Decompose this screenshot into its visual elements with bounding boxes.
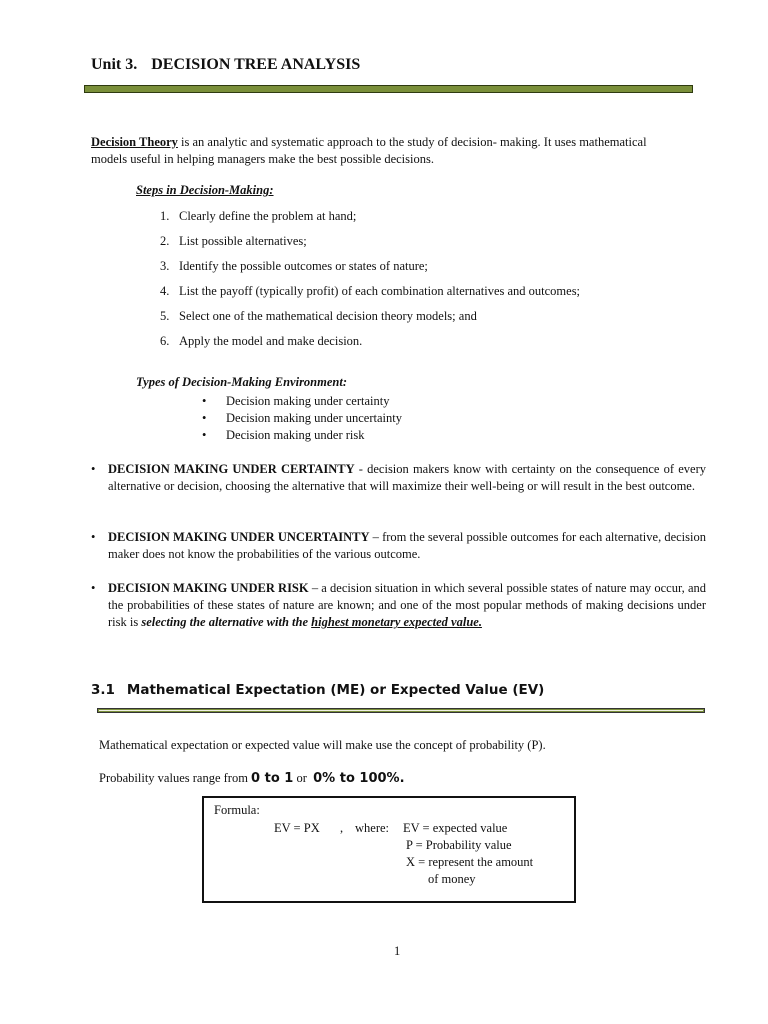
section-number: 3.1 [91, 682, 115, 698]
step-item: 3. Identify the possible outcomes or states of nature; [160, 259, 428, 273]
bullet-icon: • [91, 530, 96, 544]
type-item: • Decision making under certainty [202, 394, 390, 408]
bullet-icon: • [202, 394, 207, 408]
uncertainty-term: DECISION MAKING UNDER UNCERTAINTY [108, 530, 370, 544]
bullet-icon: • [91, 581, 96, 595]
section-divider [97, 708, 705, 713]
section-heading [91, 682, 544, 698]
formula-equation: EV = PX [274, 821, 320, 835]
formula-label: Formula: [214, 803, 260, 817]
type-item: • Decision making under risk [202, 428, 365, 442]
intro-paragraph [91, 134, 671, 168]
bullet-icon: • [91, 462, 96, 476]
unit-number: Unit 3. [91, 56, 138, 73]
expectation-sentence: Mathematical expectation or expected value will make use the concept of probability (P). [99, 738, 546, 752]
certainty-term: DECISION MAKING UNDER CERTAINTY [108, 462, 355, 476]
section-title: Mathematical Expectation (ME) or Expected Value (EV) [126, 682, 545, 698]
formula-comma: , [340, 821, 344, 835]
probability-sentence: Probability values range from 0 to 1 or 0% to 100%. [99, 771, 405, 786]
certainty-paragraph: • DECISION MAKING UNDER CERTAINTY - decision makers know with certainty on the consequence of every alternative or decision, choosing the alternative that will maximize their well-being or will result in the best outcome. [91, 462, 706, 493]
step-item: 6. Apply the model and make decision. [160, 334, 363, 348]
steps-list [160, 208, 580, 358]
step-item: 2. List possible alternatives; [160, 234, 307, 248]
types-heading: Types of Decision-Making Environment: [136, 375, 347, 389]
intro-text: is an analytic and systematic approach to the study of decision- making. It uses mathematical models useful in helping managers make the best possible decisions. [91, 135, 647, 166]
unit-title [91, 56, 360, 74]
steps-heading: Steps in Decision-Making: [136, 183, 274, 197]
x-definition-cont: of money [428, 872, 476, 886]
uncertainty-paragraph: • DECISION MAKING UNDER UNCERTAINTY – from the several possible outcomes for each alternative, decision maker does not know the probabilities of the various outcome. [91, 530, 706, 561]
unit-heading: DECISION TREE ANALYSIS [151, 56, 361, 73]
p-definition: P = Probability value [406, 838, 512, 852]
title-divider [84, 85, 693, 93]
bullet-icon: • [202, 411, 207, 425]
formula-where: where: [355, 821, 390, 835]
step-item: 1. Clearly define the problem at hand; [160, 209, 357, 223]
step-item: 5. Select one of the mathematical decision theory models; and [160, 309, 477, 323]
risk-term: DECISION MAKING UNDER RISK [108, 581, 309, 595]
ev-definition: EV = expected value [403, 821, 508, 835]
types-list [202, 393, 402, 444]
risk-paragraph: • DECISION MAKING UNDER RISK – a decision situation in which several possible states of nature may occur, and the probabilities of these states of nature are known; and one of the most popular methods of making decisions under risk is selecting the alternative with the highest monetary expected value. [91, 581, 707, 629]
bullet-icon: • [202, 428, 207, 442]
x-definition: X = represent the amount [406, 855, 534, 869]
intro-term: Decision Theory [91, 135, 178, 149]
formula-box [202, 796, 576, 903]
page-number: 1 [394, 944, 401, 958]
step-item: 4. List the payoff (typically profit) of each combination alternatives and outcomes; [160, 284, 581, 298]
type-item: • Decision making under uncertainty [202, 411, 402, 425]
